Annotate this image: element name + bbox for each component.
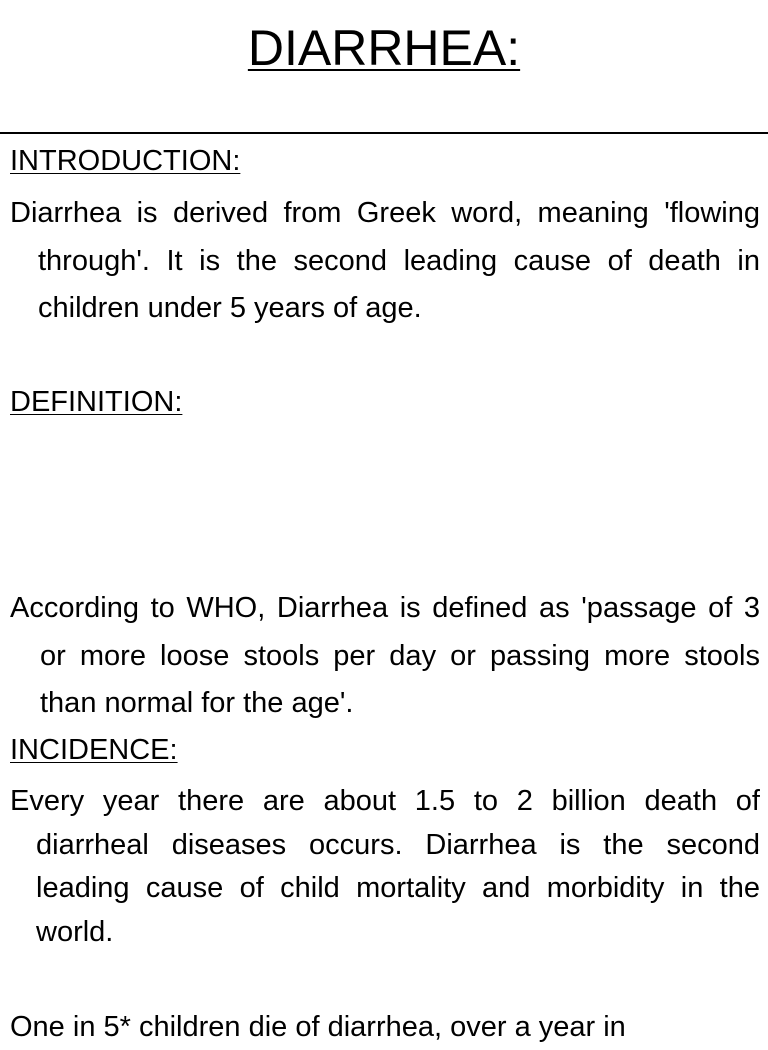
- incidence-heading: INCIDENCE:: [10, 734, 178, 766]
- title-divider: [0, 132, 768, 134]
- page-title-text: DIARRHEA:: [247, 20, 521, 76]
- incidence-paragraph: Every year there are about 1.5 to 2 billion death of diarrheal diseases occurs. Diarrhea is the second leading cause of child mortality and morbidity in the world.: [10, 785, 760, 948]
- page-title: [0, 18, 768, 78]
- introduction-paragraph: Diarrhea is derived from Greek word, meaning 'flowing through'. It is the second leading cause of death in children under 5 years of age.: [10, 197, 760, 324]
- definition-paragraph: According to WHO, Diarrhea is defined as 'passage of 3 or more loose stools per day or passing more stools than normal for the age'.: [10, 592, 760, 719]
- introduction-heading: INTRODUCTION:: [10, 145, 241, 177]
- definition-heading: DEFINITION:: [10, 386, 183, 418]
- incidence-continued-paragraph: One in 5* children die of diarrhea, over a year in: [10, 1011, 626, 1043]
